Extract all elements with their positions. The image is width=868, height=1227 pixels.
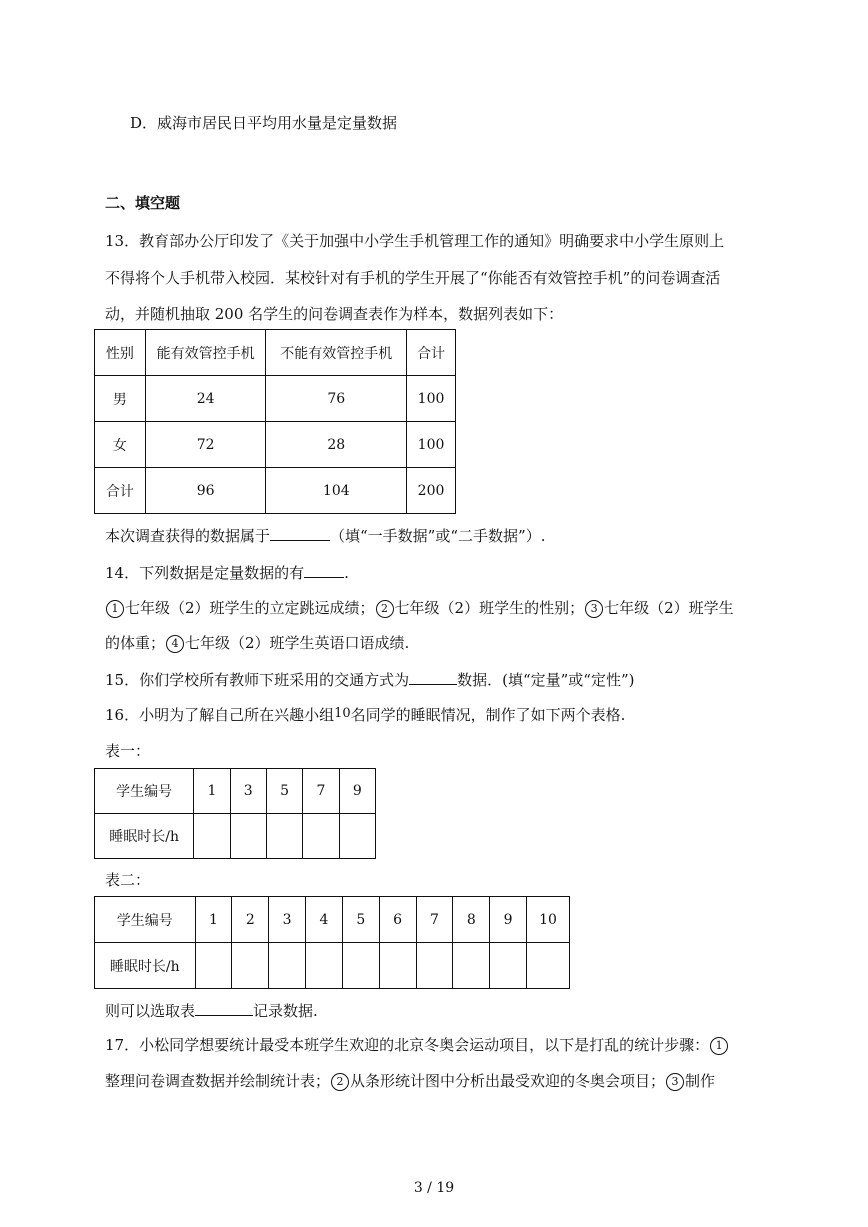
- table-cell: 200: [407, 468, 456, 514]
- circled-number: 1: [710, 1037, 728, 1055]
- table-header: 不能有效管控手机: [266, 330, 407, 376]
- circled-number: 2: [331, 1073, 349, 1091]
- table-cell[interactable]: [230, 814, 266, 859]
- table-cell: 104: [266, 468, 407, 514]
- q13-line3: 动，并随机抽取 200 名学生的问卷调查表作为样本，数据列表如下：: [105, 305, 564, 323]
- table-cell[interactable]: [306, 943, 343, 989]
- table-row: [95, 897, 570, 943]
- table-cell: 1: [194, 769, 230, 814]
- q16-after-b: 记录数据.: [253, 1002, 318, 1020]
- option-d: D．威海市居民日平均用水量是定量数据: [130, 114, 398, 132]
- q14-line2: [105, 598, 734, 618]
- circled-number: 4: [166, 635, 184, 653]
- table-cell: 76: [266, 376, 407, 422]
- table-cell[interactable]: [232, 943, 269, 989]
- table-cell: 100: [407, 376, 456, 422]
- q16-table1: [94, 768, 376, 859]
- q13-after-a: 本次调查获得的数据属于: [105, 527, 271, 545]
- table-cell: 2: [232, 897, 269, 943]
- q17-text: 制作: [685, 1072, 716, 1090]
- table-header: 学生编号: [95, 769, 194, 814]
- table-cell[interactable]: [339, 814, 375, 859]
- q14-period: .: [344, 564, 349, 582]
- q17-text: 17．小松同学想要统计最受本班学生欢迎的北京冬奥会运动项目，以下是打乱的统计步骤：: [105, 1036, 710, 1054]
- table-row: [95, 814, 376, 859]
- table-cell[interactable]: [266, 814, 302, 859]
- table-row: [95, 943, 570, 989]
- table1-label: 表一：: [105, 742, 151, 760]
- section-title: 二、填空题: [105, 194, 181, 212]
- table-row: [95, 422, 456, 468]
- table-cell: 7: [416, 897, 453, 943]
- table-header: 合计: [407, 330, 456, 376]
- table-header: 能有效管控手机: [145, 330, 266, 376]
- table-cell[interactable]: [490, 943, 527, 989]
- q17-text: 从条形统计图中分析出最受欢迎的冬奥会项目；: [350, 1072, 666, 1090]
- table-cell: 3: [269, 897, 306, 943]
- q13-answer-line: [105, 524, 545, 546]
- q14-line3: [105, 633, 409, 653]
- q16-text: 16．小明为了解自己所在兴趣小组: [105, 706, 335, 724]
- table-cell: 8: [453, 897, 490, 943]
- q14-item: 七年级（2）班学生: [604, 599, 734, 617]
- table-cell: 100: [407, 422, 456, 468]
- q13-line2: 不得将个人手机带入校园．某校针对有手机的学生开展了“你能否有效管控手机”的问卷调查活: [105, 269, 721, 287]
- table-cell: 6: [379, 897, 416, 943]
- table-cell: 4: [306, 897, 343, 943]
- table-cell: 9: [339, 769, 375, 814]
- table-cell: 9: [490, 897, 527, 943]
- table-cell: 96: [145, 468, 266, 514]
- table-header: 睡眠时长/h: [95, 814, 194, 859]
- q15-line: [105, 668, 634, 690]
- table-header: 学生编号: [95, 897, 196, 943]
- q15-text: 15．你们学校所有教师下班采用的交通方式为: [105, 671, 410, 689]
- table-cell[interactable]: [453, 943, 490, 989]
- table-cell: 7: [303, 769, 339, 814]
- circled-number: 3: [585, 600, 603, 618]
- q14-item: 的体重；: [105, 634, 166, 652]
- answer-blank[interactable]: [304, 561, 344, 578]
- table-row: [95, 468, 456, 514]
- q13-after-b: （填“一手数据”或“二手数据”）.: [330, 527, 546, 545]
- q16-answer-line: [105, 999, 318, 1021]
- table-cell: 男: [95, 376, 146, 422]
- table-cell[interactable]: [195, 943, 232, 989]
- table-cell: 10: [527, 897, 570, 943]
- q14-item: 七年级（2）班学生英语口语成绩.: [185, 634, 410, 652]
- table-cell[interactable]: [269, 943, 306, 989]
- q16-number: 10: [334, 706, 351, 721]
- table-row: [95, 376, 456, 422]
- page-number: 3 / 19: [413, 1180, 455, 1196]
- q17-line2: [105, 1071, 715, 1091]
- q17-line1: [105, 1035, 729, 1055]
- table-header: 睡眠时长/h: [95, 943, 196, 989]
- table-cell: 1: [195, 897, 232, 943]
- table-cell: 5: [266, 769, 302, 814]
- table-cell[interactable]: [342, 943, 379, 989]
- q16-table2: [94, 896, 570, 989]
- q13-table: [94, 329, 456, 514]
- table2-label: 表二：: [105, 871, 151, 889]
- q16-after-a: 则可以选取表: [105, 1002, 196, 1020]
- circled-number: 1: [106, 600, 124, 618]
- table-cell[interactable]: [194, 814, 230, 859]
- q14-text: 14．下列数据是定量数据的有: [105, 564, 305, 582]
- table-cell[interactable]: [416, 943, 453, 989]
- table-cell: 3: [230, 769, 266, 814]
- table-cell: 24: [145, 376, 266, 422]
- table-cell: 女: [95, 422, 146, 468]
- q15-text: 数据．(填“定量”或“定性”): [457, 671, 635, 689]
- table-header: 性别: [95, 330, 146, 376]
- answer-blank[interactable]: [409, 668, 457, 685]
- table-cell[interactable]: [527, 943, 570, 989]
- q14-item: 七年级（2）班学生的性别；: [394, 599, 585, 617]
- circled-number: 2: [376, 600, 394, 618]
- table-cell: 合计: [95, 468, 146, 514]
- q13-line1: 13．教育部办公厅印发了《关于加强中小学生手机管理工作的通知》明确要求中小学生原则上: [105, 232, 725, 250]
- table-cell: 28: [266, 422, 407, 468]
- table-row: [95, 769, 376, 814]
- q14-line1: [105, 561, 349, 583]
- table-cell[interactable]: [303, 814, 339, 859]
- q16-line: [105, 704, 625, 725]
- table-cell[interactable]: [379, 943, 416, 989]
- answer-blank[interactable]: [270, 524, 330, 541]
- q14-item: 七年级（2）班学生的立定跳远成绩；: [125, 599, 375, 617]
- answer-blank[interactable]: [195, 999, 253, 1016]
- q17-text: 整理问卷调查数据并绘制统计表；: [105, 1072, 331, 1090]
- table-cell: 5: [342, 897, 379, 943]
- circled-number: 3: [666, 1073, 684, 1091]
- table-cell: 72: [145, 422, 266, 468]
- q16-text: 名同学的睡眠情况，制作了如下两个表格.: [350, 706, 626, 724]
